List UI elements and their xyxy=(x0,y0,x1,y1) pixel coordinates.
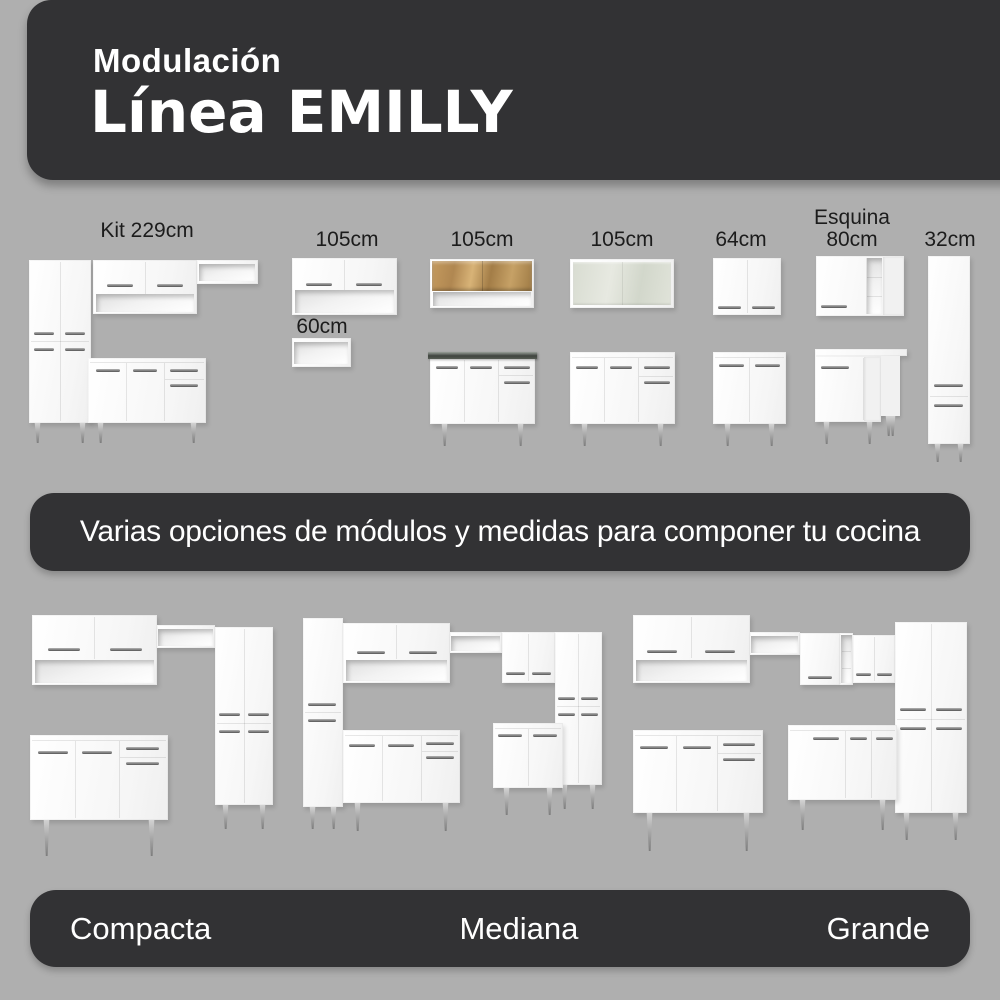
door-handle xyxy=(65,332,85,335)
legs xyxy=(351,803,452,831)
label-corner-80-line1: Esquina xyxy=(814,206,890,229)
door-seam xyxy=(931,624,932,811)
door-handle xyxy=(808,676,832,679)
legs xyxy=(558,785,599,809)
mediana-wall-cabinet-right xyxy=(502,632,555,683)
open-niche xyxy=(295,290,394,313)
compacta-wall-cabinet xyxy=(32,615,157,685)
mediana-wall-cabinet xyxy=(343,623,450,683)
open-niche xyxy=(636,660,747,681)
corner-wall-cabinet-80 xyxy=(816,256,904,316)
kitchen-label-grande: Grande xyxy=(826,910,930,946)
tall-cabinet-32 xyxy=(928,256,970,444)
wall-cabinet-105 xyxy=(292,258,397,315)
compacta-bridge-shelf xyxy=(157,625,215,648)
open-niche xyxy=(35,660,154,683)
open-niche xyxy=(451,636,500,651)
drawer-seam xyxy=(718,753,761,754)
door-seam xyxy=(930,396,968,397)
drawer-handle xyxy=(723,758,755,761)
open-niche xyxy=(346,660,447,681)
base-cabinet-64 xyxy=(713,352,786,424)
door-handle xyxy=(107,284,133,287)
mediana-base-cabinet xyxy=(343,730,460,803)
kit-base-cabinet xyxy=(88,358,206,423)
grande-wall-cabinet-right xyxy=(853,635,895,683)
compacta-tall-cabinet xyxy=(215,627,273,805)
door-handle xyxy=(821,305,847,308)
door-handle xyxy=(558,697,575,700)
grande-base-cabinet-left xyxy=(633,730,763,813)
legs xyxy=(882,416,899,436)
grande-wall-cabinet-mid xyxy=(800,633,840,685)
drawer-handle xyxy=(426,756,454,759)
door-handle xyxy=(610,366,632,369)
shelf-line xyxy=(842,651,851,652)
door-seam xyxy=(75,741,76,818)
open-niche xyxy=(199,264,255,281)
mediana-base-cabinet-small xyxy=(493,723,563,788)
door-handle xyxy=(504,381,530,384)
grande-bridge-shelf xyxy=(750,632,800,655)
open-niche xyxy=(433,292,531,306)
door-seam xyxy=(305,712,341,713)
legs xyxy=(643,813,753,851)
shelf-line xyxy=(867,296,882,297)
drawer-seam xyxy=(422,751,458,752)
label-glass-105-amber: 105cm xyxy=(450,228,514,251)
door-handle xyxy=(644,381,670,384)
door-seam xyxy=(31,341,89,342)
door-handle xyxy=(470,366,492,369)
kitchen-label-compacta: Compacta xyxy=(70,910,212,946)
drawer-handle xyxy=(426,742,454,745)
door-handle xyxy=(170,384,198,387)
label-shelf-60: 60cm xyxy=(296,315,348,338)
legs xyxy=(796,800,889,830)
label-wall-64: 64cm xyxy=(715,228,767,251)
door-seam xyxy=(382,736,383,801)
door-seam xyxy=(604,358,605,422)
door-seam xyxy=(897,719,965,720)
door-handle xyxy=(934,384,963,387)
door-handle xyxy=(157,284,183,287)
door-seam xyxy=(126,363,127,421)
banner-text: Varias opciones de módulos y medidas para componer tu cocina xyxy=(79,515,921,548)
door-handle xyxy=(705,650,735,653)
door-seam xyxy=(498,360,499,422)
legs xyxy=(219,805,269,829)
door-handle xyxy=(498,734,522,737)
door-seam xyxy=(145,262,146,295)
label-tall-32: 32cm xyxy=(924,228,976,251)
open-niche xyxy=(294,342,348,364)
door-handle xyxy=(876,737,893,740)
legs xyxy=(900,813,962,840)
countertop-edge xyxy=(635,735,761,736)
door-handle xyxy=(409,651,437,654)
door-handle xyxy=(34,332,54,335)
kit-top-shelf xyxy=(197,260,258,284)
corner-base-cabinet-80 xyxy=(815,356,881,422)
door-handle xyxy=(306,283,332,286)
countertop-edge xyxy=(345,735,458,736)
door-seam xyxy=(94,617,95,659)
door-seam xyxy=(217,723,271,724)
door-handle xyxy=(357,651,385,654)
label-wall-105: 105cm xyxy=(315,228,379,251)
grande-corner-base-cabinet xyxy=(788,725,897,800)
door-seam xyxy=(119,741,120,818)
door-seam xyxy=(622,262,623,305)
label-corner-80-line2: 80cm xyxy=(826,228,878,251)
door-handle xyxy=(640,746,668,749)
legs xyxy=(931,444,967,462)
legs xyxy=(438,424,527,446)
door-seam xyxy=(638,358,639,422)
legs xyxy=(721,424,778,446)
door-seam xyxy=(528,634,529,681)
door-handle xyxy=(110,648,142,651)
shelf-line xyxy=(842,668,851,669)
door-handle xyxy=(850,737,867,740)
door-seam xyxy=(874,637,875,681)
door-handle xyxy=(558,713,575,716)
base-cabinet-105 xyxy=(570,352,675,424)
label-glass-105-frosted: 105cm xyxy=(590,228,654,251)
kit-wall-cabinet xyxy=(93,260,197,314)
corner-base-countertop xyxy=(815,349,907,356)
legs xyxy=(578,424,667,446)
door-seam xyxy=(482,261,483,291)
corner-side-panel xyxy=(864,357,880,421)
door-seam xyxy=(421,736,422,801)
door-handle xyxy=(436,366,458,369)
open-niche xyxy=(158,629,213,646)
door-handle xyxy=(34,348,54,351)
open-niche xyxy=(841,635,852,683)
drawer-handle xyxy=(504,366,530,369)
door-seam xyxy=(747,260,748,313)
legs xyxy=(500,788,556,815)
door-handle xyxy=(219,713,240,716)
door-handle xyxy=(532,672,551,675)
legs xyxy=(31,423,89,443)
door-handle xyxy=(65,348,85,351)
door-handle xyxy=(96,369,120,372)
countertop-edge xyxy=(572,357,673,358)
glass-cabinet-105-amber xyxy=(430,259,534,308)
door-handle xyxy=(388,744,414,747)
drawer-handle xyxy=(723,743,755,746)
door-handle xyxy=(581,697,598,700)
open-corner-shelves xyxy=(867,258,882,314)
door-handle xyxy=(856,673,871,676)
door-handle xyxy=(934,404,963,407)
shelf-60 xyxy=(292,338,351,367)
door-handle xyxy=(48,648,80,651)
door-seam xyxy=(578,634,579,783)
door-seam xyxy=(845,731,846,798)
drawer-seam xyxy=(499,375,533,376)
door-handle xyxy=(718,306,741,309)
door-seam xyxy=(676,736,677,811)
door-seam xyxy=(164,363,165,421)
countertop-edge xyxy=(90,362,204,363)
door-seam xyxy=(464,360,465,422)
door-handle xyxy=(936,708,962,711)
door-seam xyxy=(749,358,750,422)
door-handle xyxy=(813,737,839,740)
shelf-line xyxy=(867,277,882,278)
sink-countertop xyxy=(428,352,537,359)
door-handle xyxy=(308,703,336,706)
label-kit-229: Kit 229cm xyxy=(100,219,194,242)
door-handle xyxy=(82,751,112,754)
banner-panel xyxy=(30,493,970,571)
legs xyxy=(40,820,158,856)
kit-tall-cabinet xyxy=(29,260,91,423)
door-handle xyxy=(308,719,336,722)
door-handle xyxy=(576,366,598,369)
sink-base-cabinet xyxy=(430,352,535,424)
wall-cabinet-64 xyxy=(713,258,781,315)
compacta-base-cabinet xyxy=(30,735,168,820)
door-handle xyxy=(506,672,525,675)
door-handle xyxy=(647,650,677,653)
door-handle xyxy=(877,673,892,676)
door-handle xyxy=(533,734,557,737)
door-seam xyxy=(871,731,872,798)
drawer-handle xyxy=(170,369,198,372)
door-handle xyxy=(900,708,926,711)
door-handle xyxy=(719,364,744,367)
corner-side-panel xyxy=(883,257,903,315)
open-niche xyxy=(96,294,194,312)
countertop-edge xyxy=(32,740,166,741)
door-handle xyxy=(581,713,598,716)
glass-cabinet-105-frosted xyxy=(570,259,674,308)
door-handle xyxy=(683,746,711,749)
drawer-seam xyxy=(639,376,673,377)
footer-panel xyxy=(30,890,970,967)
door-handle xyxy=(356,283,382,286)
door-handle xyxy=(900,727,926,730)
open-niche xyxy=(751,636,798,653)
door-handle xyxy=(349,744,375,747)
drawer-handle xyxy=(126,762,159,765)
header-title: Línea EMILLY xyxy=(90,78,513,146)
door-handle xyxy=(248,730,269,733)
countertop-edge xyxy=(790,730,895,731)
door-handle xyxy=(936,727,962,730)
door-seam xyxy=(691,617,692,658)
door-seam xyxy=(396,625,397,659)
grande-wall-cabinet-left xyxy=(633,615,750,683)
grande-tall-cabinet xyxy=(895,622,967,813)
door-handle xyxy=(219,730,240,733)
drawer-seam xyxy=(165,379,204,380)
mediana-bridge-shelf xyxy=(450,632,502,653)
corner-base-right-door xyxy=(881,356,900,416)
drawer-seam xyxy=(120,757,166,758)
door-handle xyxy=(38,751,68,754)
door-handle xyxy=(752,306,775,309)
door-handle xyxy=(248,713,269,716)
door-handle xyxy=(821,366,849,369)
legs xyxy=(306,807,340,829)
door-handle xyxy=(133,369,157,372)
door-seam xyxy=(344,260,345,291)
legs xyxy=(820,422,876,444)
header-panel xyxy=(27,0,1000,180)
kitchen-label-mediana: Mediana xyxy=(459,910,579,946)
grande-corner-shelves xyxy=(840,633,853,685)
door-seam xyxy=(717,736,718,811)
door-seam xyxy=(528,729,529,786)
door-seam xyxy=(557,706,600,707)
door-seam xyxy=(244,629,245,803)
header-subtitle: Modulación xyxy=(93,42,282,79)
mediana-tall-cabinet-left xyxy=(303,618,343,807)
drawer-handle xyxy=(644,366,670,369)
door-handle xyxy=(755,364,780,367)
drawer-handle xyxy=(126,747,159,750)
legs xyxy=(94,423,200,443)
